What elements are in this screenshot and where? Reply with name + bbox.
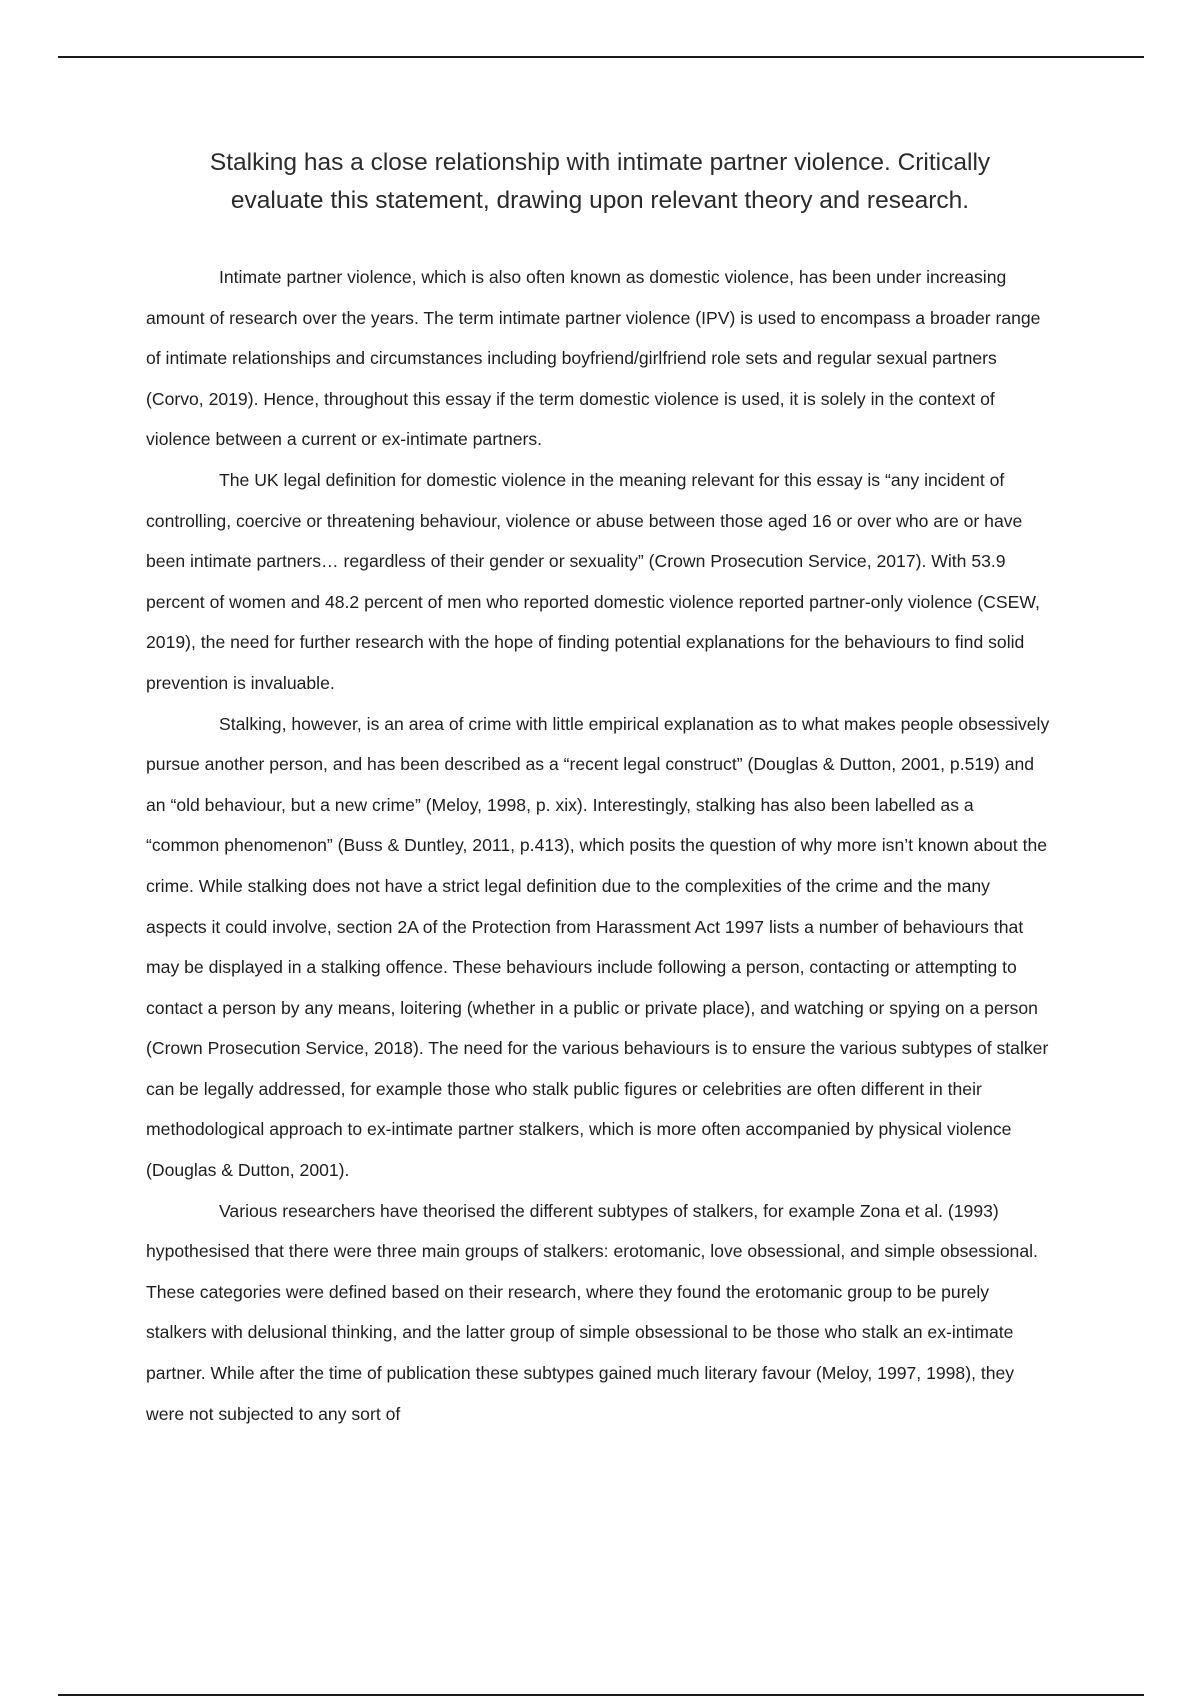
essay-title-line-2: evaluate this statement, drawing upon relevant theory and research. [230, 187, 970, 214]
paragraph-2: The UK legal definition for domestic violence in the meaning relevant for this essay is “any incident of controlling, coercive or threatening behaviour, violence or abuse between those aged 16 or over who are or have been intimate partners… regardless of their gender or sexuality” (Crown Prosecution Service, 2017). With 53.9 percent of women and 48.2 percent of men who reported domestic violence reported partner-only violence (CSEW, 2019), the need for further research with the hope of finding potential explanations for the behaviours to find solid prevention is invaluable. [146, 469, 1040, 693]
essay-title [150, 144, 1050, 220]
essay-body [146, 257, 1050, 1434]
paragraph-4: Various researchers have theorised the different subtypes of stalkers, for example Zona et al. (1993) hypothesised that there were three main groups of stalkers: erotomanic, love obsessional, and simple obsessional. These categories were defined based on their research, where they found the erotomanic group to be purely stalkers with delusional thinking, and the latter group of simple obsessional to be those who stalk an ex-intimate partner. While after the time of publication these subtypes gained much literary favour (Meloy, 1997, 1998), they were not subjected to any sort of [146, 1200, 1038, 1424]
paragraph-3: Stalking, however, is an area of crime with little empirical explanation as to what makes people obsessively pursue another person, and has been described as a “recent legal construct” (Douglas & Dutton, 2001, p.519) and an “old behaviour, but a new crime” (Meloy, 1998, p. xix). Interestingly, stalking has also been labelled as a “common phenomenon” (Buss & Duntley, 2011, p.413), which posits the question of why more isn’t known about the crime. While stalking does not have a strict legal definition due to the complexities of the crime and the many aspects it could involve, section 2A of the Protection from Harassment Act 1997 lists a number of behaviours that may be displayed in a stalking offence. These behaviours include following a person, contacting or attempting to contact a person by any means, loitering (whether in a public or private place), and watching or spying on a person (Crown Prosecution Service, 2018). The need for the various behaviours is to ensure the various subtypes of stalker can be legally addressed, for example those who stalk public figures or celebrities are often different in their methodological approach to ex-intimate partner stalkers, which is more often accompanied by physical violence (Douglas & Dutton, 2001). [146, 713, 1050, 1181]
essay-title-line-1: Stalking has a close relationship with intimate partner violence. Critically [209, 149, 991, 176]
footer-rule [58, 1694, 1144, 1696]
header-rule [58, 56, 1144, 58]
paragraph-1: Intimate partner violence, which is also often known as domestic violence, has been under increasing amount of research over the years. The term intimate partner violence (IPV) is used to encompass a broader range of intimate relationships and circumstances including boyfriend/girlfriend role sets and regular sexual partners (Corvo, 2019). Hence, throughout this essay if the term domestic violence is used, it is solely in the context of violence between a current or ex-intimate partners. [146, 267, 1041, 450]
